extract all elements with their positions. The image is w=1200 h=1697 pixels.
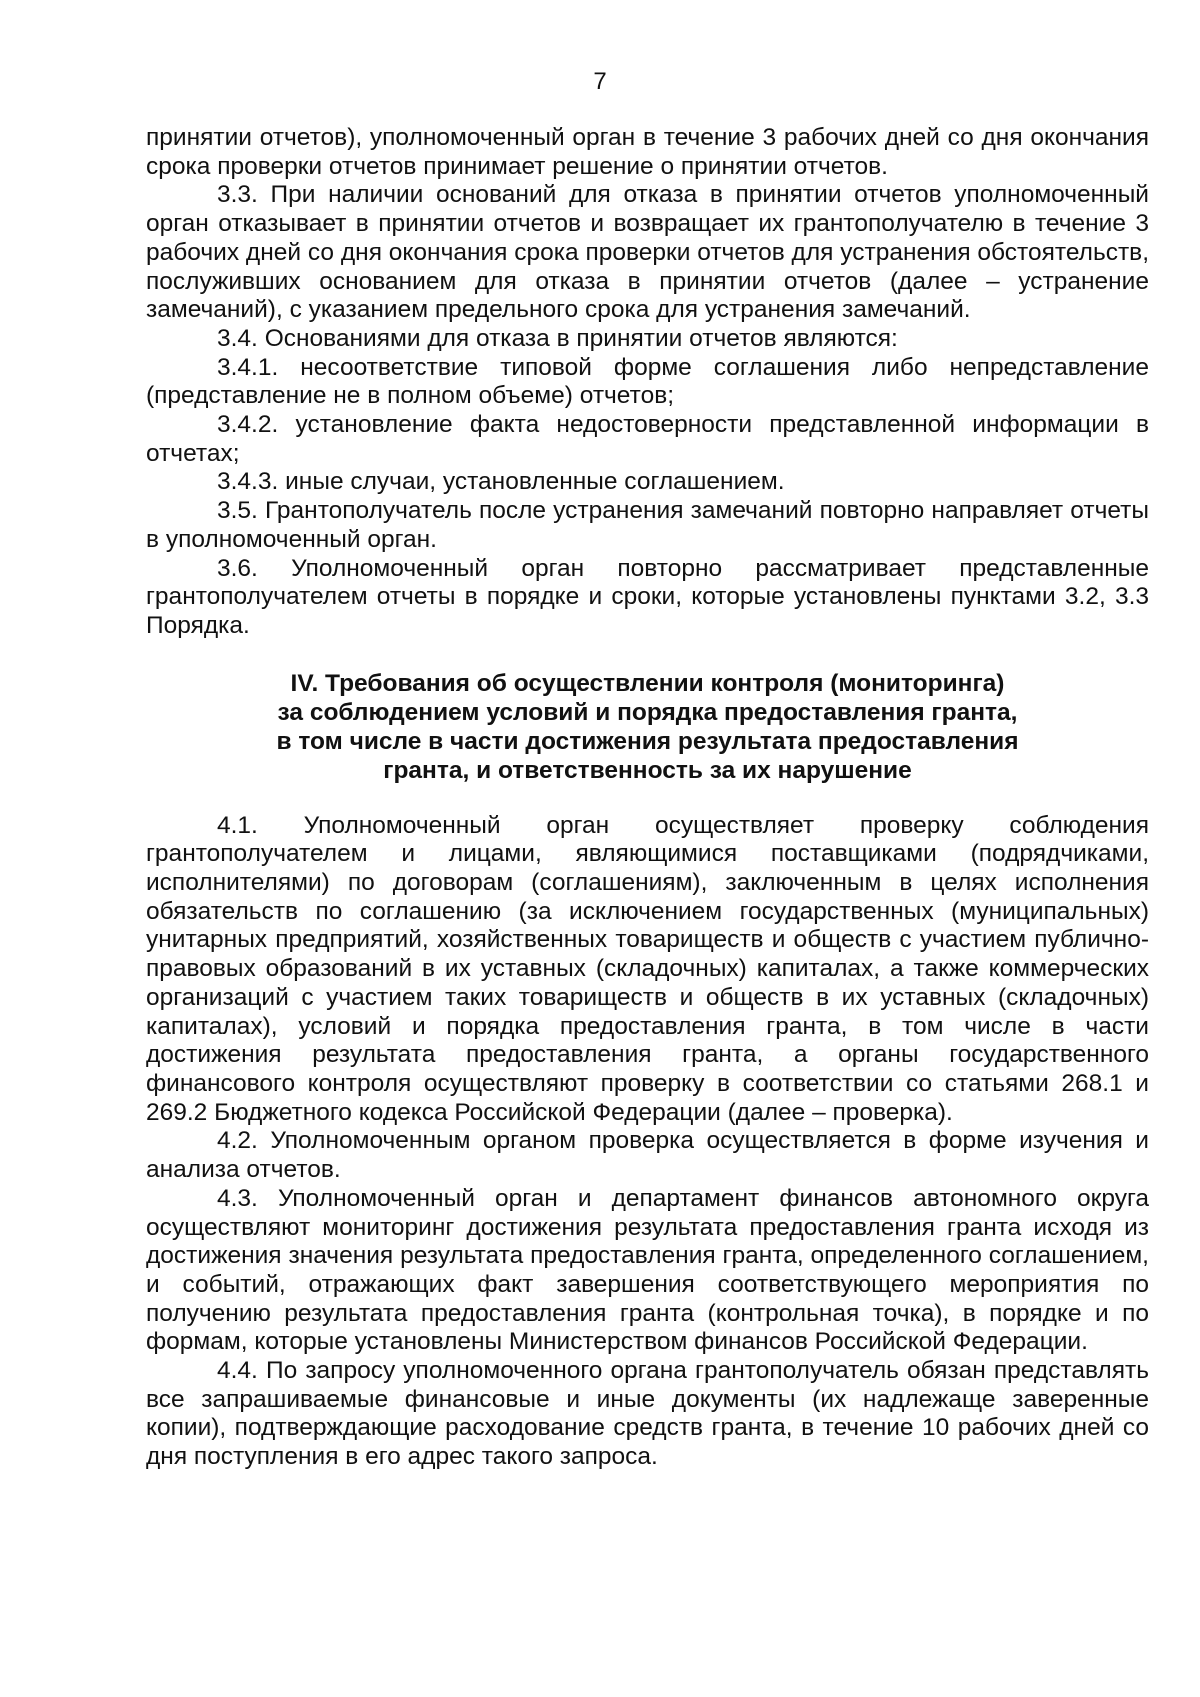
paragraph-number: 3.4. — [217, 324, 258, 352]
paragraph-3-5 — [146, 497, 1149, 554]
paragraph-text: несоответствие типовой форме соглашения либо непредставление (представление не в полном объеме) отчетов; — [146, 353, 1149, 410]
paragraph-number: 3.3. — [217, 181, 258, 209]
paragraph-text: иные случаи, установленные соглашением. — [285, 468, 785, 496]
paragraph-number: 4.2. — [217, 1127, 258, 1155]
paragraph-text: При наличии оснований для отказа в принятии отчетов уполномоченный орган отказывает в принятии отчетов и возвращает их грантополучателю в течение 3 рабочих дней со дня окончания срока проверки отчетов для устранения обстоятельств, послуживших основанием для отказа в принятии отчетов (далее – устранение замечаний), с указанием предельного срока для устранения замечаний. — [146, 181, 1149, 324]
paragraph-4-3 — [146, 1185, 1149, 1357]
paragraph-3-6 — [146, 555, 1149, 641]
paragraph-4-2 — [146, 1127, 1149, 1184]
paragraph-number: 3.4.3. — [217, 468, 279, 496]
paragraph-4-1 — [146, 812, 1149, 1128]
section-heading-line: IV. Требования об осуществлении контроля (мониторинга) — [290, 669, 1005, 697]
page-number: 7 — [593, 68, 607, 95]
paragraph-text: По запросу уполномоченного органа грантополучатель обязан представлять все запрашиваемые финансовые и иные документы (их надлежаще заверенные копии), подтверждающие расходование средств гранта, в течение 10 рабочих дней со дня поступления в его адрес такого запроса. — [146, 1357, 1149, 1471]
paragraph-4-4 — [146, 1357, 1149, 1472]
paragraph-number: 4.3. — [217, 1184, 258, 1212]
paragraph-text: Уполномоченным органом проверка осуществляется в форме изучения и анализа отчетов. — [146, 1127, 1149, 1184]
paragraph-text: Грантополучатель после устранения замечаний повторно направляет отчеты в уполномоченный орган. — [146, 497, 1149, 553]
paragraph-text: Уполномоченный орган повторно рассматривает представленные грантополучателем отчеты в порядке и сроки, которые установлены пунктами 3.2, 3.3 Порядка. — [146, 554, 1149, 639]
paragraph-3-3 — [146, 181, 1149, 325]
paragraph-number: 4.4. — [217, 1357, 258, 1385]
paragraph-number: 4.1. — [217, 811, 258, 839]
paragraph-text: Уполномоченный орган осуществляет проверку соблюдения грантополучателем и лицами, являющимися поставщиками (подрядчиками, исполнителями) по договорам (соглашениям), заключенным в целях исполнения обязательств по соглашению (за исключением государственных (муниципальных) унитарных предприятий, хозяйственных товариществ и обществ с участием публично-правовых образований в их уставных (складочных) капиталах, а также коммерческих организаций с участием таких товариществ и обществ в их уставных (складочных) капиталах), условий и порядка предоставления гранта, в том числе в части достижения результата предоставления гранта, а органы государственного финансового контроля осуществляют проверку в соответствии со статьями 268.1 и 269.2 Бюджетного кодекса Российской Федерации (далее – проверка). — [146, 811, 1149, 1126]
paragraph-3-4-2 — [146, 411, 1149, 468]
paragraph-number: 3.6. — [217, 554, 258, 582]
paragraph-text: установление факта недостоверности представленной информации в отчетах; — [146, 411, 1150, 467]
paragraph-number: 3.4.2. — [217, 411, 279, 439]
paragraph-3-4 — [146, 325, 1149, 354]
paragraph-text: Основаниями для отказа в принятии отчетов являются: — [264, 324, 898, 352]
paragraph-continuation: принятии отчетов), уполномоченный орган в течение 3 рабочих дней со дня окончания срока проверки отчетов принимает решение о принятии отчетов. — [146, 124, 1149, 180]
paragraph-number: 3.4.1. — [217, 353, 279, 381]
section-heading-line: в том числе в части достижения результата предоставления — [276, 727, 1019, 755]
paragraph-3-4-3 — [146, 468, 1149, 497]
section-heading-line: гранта, и ответственность за их нарушение — [383, 756, 912, 784]
paragraph-text: Уполномоченный орган и департамент финансов автономного округа осуществляют мониторинг достижения результата предоставления гранта исходя из достижения значения результата предоставления гранта, определенного соглашением, и событий, отражающих факт завершения соответствующего мероприятия по получению результата предоставления гранта (контрольная точка), в порядке и по формам, которые установлены Министерством финансов Российской Федерации. — [146, 1184, 1149, 1356]
section-heading-line: за соблюдением условий и порядка предоставления гранта, — [277, 698, 1018, 726]
paragraph-number: 3.5. — [217, 497, 258, 525]
document-body — [146, 124, 1149, 1472]
section-heading — [146, 669, 1149, 785]
paragraph-3-4-1 — [146, 354, 1149, 411]
